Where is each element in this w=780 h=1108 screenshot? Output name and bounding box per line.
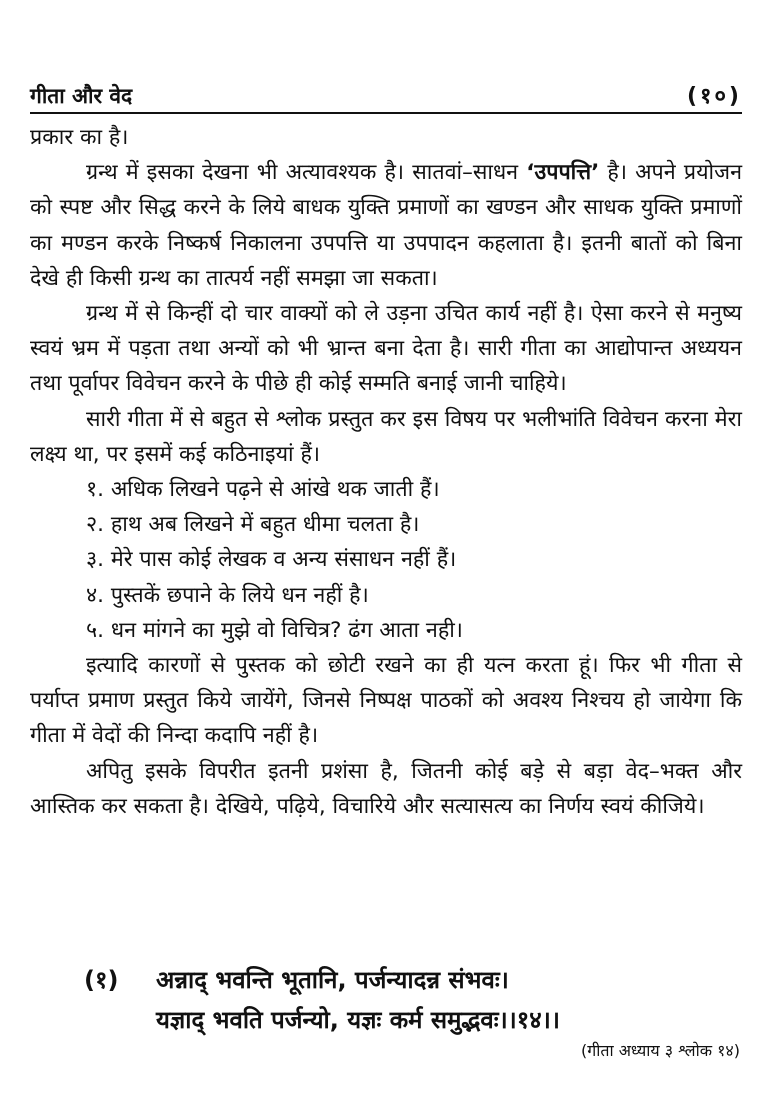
list-item: २. हाथ अब लिखने में बहुत धीमा चलता है। <box>86 512 420 538</box>
list-item: ४. पुस्तकें छपाने के लिये धन नहीं है। <box>86 582 369 608</box>
paragraph-continuation: प्रकार का है। <box>30 125 129 150</box>
paragraph-upapatti-rest: है। अपने प्रयोजन को स्पष्ट और सिद्ध करने के लिये बाधक युक्ति प्रमाणों का खण्डन और साधक युक्ति प्रमाणों का मण्डन करके निष्कर्ष निकालना उपपत्ति या उपपादन कहलाता है। इतनी बातों को बिना देखे ही किसी ग्रन्थ का तात्पर्य नहीं समझा जा सकता। <box>30 160 743 291</box>
difficulties-list <box>30 472 742 648</box>
shloka-number: (१) <box>84 966 119 994</box>
page-number: (१०) <box>687 84 742 109</box>
list-item: १. अधिक लिखने पढ़ने से आंखे थक जाती हैं। <box>86 477 440 503</box>
shloka-reference: (गीता अध्याय ३ श्लोक १४) <box>580 1041 740 1060</box>
paragraph-upapatti <box>30 155 742 296</box>
paragraph-upapatti-intro: ग्रन्थ में इसका देखना भी अत्यावश्यक है। सातवां–साधन <box>86 160 527 186</box>
running-title: गीता और वेद <box>30 84 133 108</box>
body-text <box>30 120 742 824</box>
paragraph-context: ग्रन्थ में से किन्हीं दो चार वाक्यों को ले उड़ना उचित कार्य नहीं है। ऐसा करने से मनुष्य स्वयं भ्रम में पड़ता तथा अन्यों को भी भ्रान्त बना देता है। सारी गीता का आद्योपान्त अध्ययन तथा पूर्वापर विवेचन करने के पीछे ही कोई सम्मति बनाई जानी चाहिये। <box>30 301 742 397</box>
paragraph-reasons: इत्यादि कारणों से पुस्तक को छोटी रखने का ही यत्न करता हूं। फिर भी गीता से पर्याप्त प्रमाण प्रस्तुत किये जायेंगे, जिनसे निष्पक्ष पाठकों को अवश्य निश्चय हो जायेगा कि गीता में वेदों की निन्दा कदापि नहीं है। <box>30 653 742 749</box>
list-item: ५. धन मांगने का मुझे वो विचित्र? ढंग आता नही। <box>86 617 463 643</box>
paragraph-difficulties: सारी गीता में से बहुत से श्लोक प्रस्तुत कर इस विषय पर भलीभांति विवेचन करना मेरा लक्ष्य था, पर इसमें कई कठिनाइयां हैं। <box>30 406 742 467</box>
paragraph-praise: अपितु इसके विपरीत इतनी प्रशंसा है, जितनी कोई बड़े से बड़ा वेद–भक्त और आस्तिक कर सकता है। देखिये, पढ़िये, विचारिये और सत्यासत्य का निर्णय स्वयं कीजिये। <box>30 758 742 819</box>
shloka-text-1: अन्नाद् भवन्ति भूतानि, पर्जन्यादन्न संभवः। <box>156 966 509 994</box>
shloka-line-2: यज्ञाद् भवति पर्जन्यो, यज्ञः कर्म समुद्भवः।।१४।। <box>156 1006 560 1034</box>
term-upapatti: ‘उपपत्ति’ <box>526 160 600 186</box>
shloka-line-1 <box>84 960 734 1000</box>
list-item: ३. मेरे पास कोई लेखक व अन्य संसाधन नहीं हैं। <box>86 547 457 573</box>
page-header <box>30 82 742 114</box>
shloka-block <box>84 960 734 1040</box>
